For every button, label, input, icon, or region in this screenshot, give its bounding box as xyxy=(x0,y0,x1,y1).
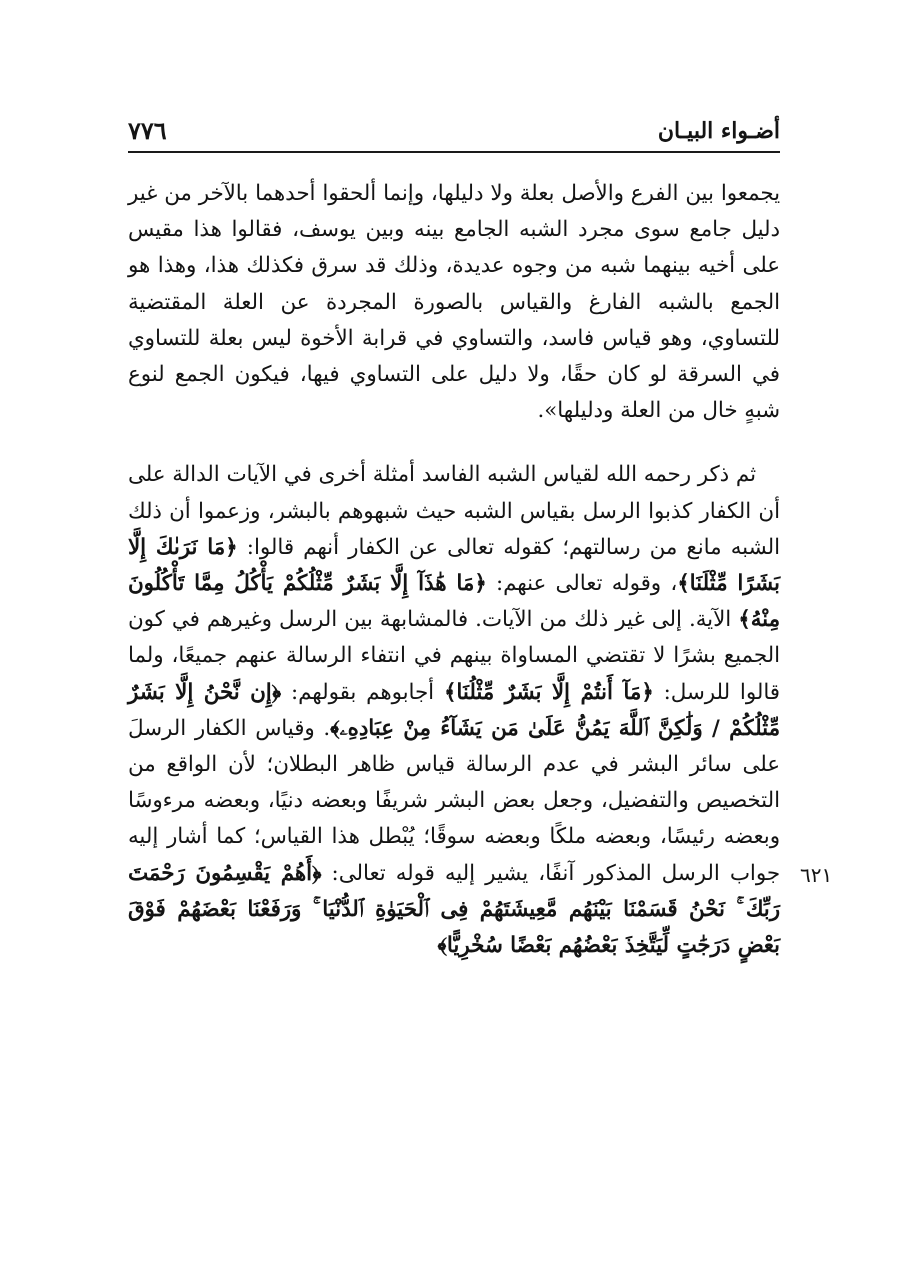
quran-verse: ﴿إِن نَّحْنُ إِلَّا بَشَرٌ مِّثْلُكُمْ / وَلَٰكِنَّ ٱللَّهَ يَمُنُّ عَلَىٰ مَن يَشَآءُ مِنْ عِبَادِهِۦ﴾ xyxy=(128,679,780,741)
paragraph-2 xyxy=(128,457,780,964)
book-title: أضـواء البيـان xyxy=(657,118,780,144)
quran-verse: ﴿مَا هَٰذَآ إِلَّا بَشَرٌ مِّثْلُكُمْ يَأْكُلُ مِمَّا تَأْكُلُونَ مِنْهُ﴾ xyxy=(128,571,780,633)
text-segment: الآية. إلى غير ذلك من الآيات. فالمشابهة بين الرسل وغيرهم في كون الجميع بشرًا لا تقتضي المساواة بينهم في انتفاء الرسالة عنهم جميعًا، ولما قالوا للرسل: xyxy=(128,607,780,705)
header-rule xyxy=(128,151,780,153)
text-segment: . وقياس الكفار الرسلَ على سائر البشر في عدم الرسالة قياس ظاهر البطلان؛ لأن الواقع من التخصيص والتفضيل، وجعل بعض البشر شريفًا وبعضه دنيًا، وبعضه مرءوسًا وبعضه رئيسًا، وبعضه ملكًا وبعضه سوقًا؛ يُبْطل هذا القياس؛ كما أشار إليه جواب الرسل المذكور آنفًا، يشير إليه قوله تعالى: xyxy=(128,715,780,886)
text-segment: أجابوهم بقولهم: xyxy=(281,679,444,705)
text-segment: يجمعوا بين الفرع والأصل بعلة ولا دليلها، وإنما ألحقوا أحدهما بالآخر من غير دليل جامع سوى مجرد الشبه الجامع بينه وبين يوسف، فقالوا هذا مقيس على أخيه بينهما شبه من وجوه عديدة، وذلك قد سرق فكذلك هذا، وهذا هو الجمع بالشبه الفارغ والقياس بالصورة المجردة عن العلة المقتضية للتساوي، وهو قياس فاسد، والتساوي في قرابة الأخوة ليس بعلة للتساوي في السرقة لو كان حقًا، ولا دليل على التساوي فيها، فيكون الجمع لنوع شبهٍ خال من العلة ودليلها». xyxy=(128,181,780,424)
quran-verse: ﴿أَهُمْ يَقْسِمُونَ رَحْمَتَ رَبِّكَ ۚ نَحْنُ قَسَمْنَا بَيْنَهُم مَّعِيشَتَهُمْ فِى ٱلْحَيَوٰةِ ٱلدُّنْيَا ۚ وَرَفَعْنَا بَعْضَهُمْ فَوْقَ بَعْضٍ دَرَجَٰتٍ لِّيَتَّخِذَ بَعْضُهُم بَعْضًا سُخْرِيًّا﴾ xyxy=(128,860,780,959)
margin-page-number: ٦٢١ xyxy=(800,863,833,887)
text-segment: ، وقوله تعالى عنهم: xyxy=(486,571,678,597)
page-number: ٧٧٦ xyxy=(128,116,167,145)
paragraph-1 xyxy=(128,176,780,429)
text-segment: ثم ذكر رحمه الله لقياس الشبه الفاسد أمثلة أخرى في الآيات الدالة على أن الكفار كذبوا الرسل بقياس الشبه حيث شبهوهم بالبشر، وزعموا أن ذلك الشبه مانع من رسالتهم؛ كقوله تعالى عن الكفار أنهم قالوا: xyxy=(128,462,780,560)
quran-verse: ﴿مَا نَرَىٰكَ إِلَّا بَشَرًا مِّثْلَنَا﴾ xyxy=(128,534,780,597)
body-text xyxy=(128,176,780,964)
page-header xyxy=(128,116,780,150)
quran-verse: ﴿مَآ أَنتُمْ إِلَّا بَشَرٌ مِّثْلُنَا﴾ xyxy=(443,679,654,705)
